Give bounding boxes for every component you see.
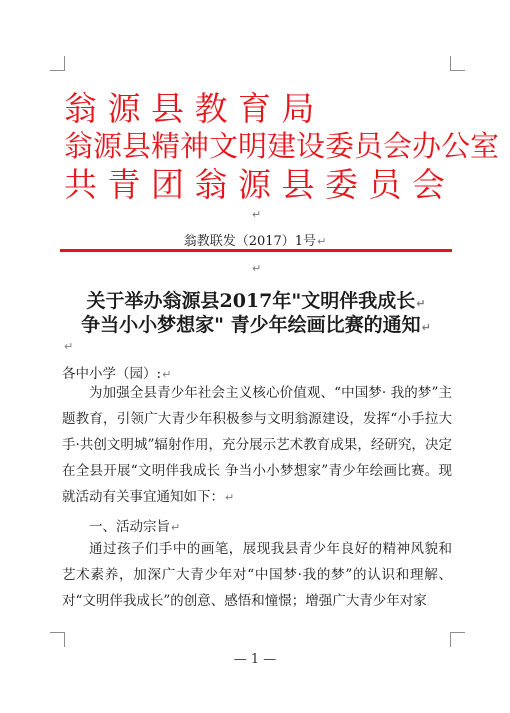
issuer-line-2: 翁源县精神文明建设委员会办公室 bbox=[64, 129, 500, 163]
return-arrow-icon: ↵ bbox=[252, 208, 262, 221]
issuer-education-bureau bbox=[64, 89, 446, 128]
notice-title-line-2: 争当小小梦想家" 青少年绘画比赛的通知↵ bbox=[81, 314, 431, 336]
return-arrow-icon: ↵ bbox=[171, 521, 181, 534]
salutation: 各中小学（园）:↵ bbox=[62, 366, 172, 382]
notice-title-line-1: 关于举办翁源县2017年"文明伴我成长↵ bbox=[86, 290, 426, 312]
crop-mark-top-left bbox=[50, 56, 65, 71]
issuer-line-3: 共 青 团 翁 源 县 委 员 会 bbox=[64, 165, 445, 204]
issuer-youth-league bbox=[64, 165, 446, 204]
red-separator-line bbox=[60, 249, 452, 252]
return-arrow-icon: ↵ bbox=[421, 321, 431, 334]
return-arrow-icon: ↵ bbox=[225, 491, 235, 504]
issuer-civilization-office bbox=[64, 129, 500, 163]
return-arrow-icon: ↵ bbox=[162, 368, 172, 381]
body-paragraph-1: 为加强全县青少年社会主义核心价值观、“中国梦· 我的梦”主题教育，引领广大青少年积极参与文明翁源建设，发挥“小手拉大手·共创文明城”辐射作用，充分展示艺术教育成果，经研究，决定在全县开展“文明伴我成长 争当小小梦想家”青少年绘画比赛。现就活动有关事宜通知如下：↵ bbox=[62, 385, 452, 505]
page-number: — 1 — bbox=[233, 652, 277, 667]
return-arrow-icon: ↵ bbox=[317, 235, 327, 248]
crop-mark-bottom-right bbox=[450, 632, 465, 647]
document-number: 翁教联发（2017）1号↵ bbox=[183, 234, 327, 249]
crop-mark-bottom-left bbox=[50, 632, 65, 647]
issuer-line-1: 翁 源 县 教 育 局 bbox=[64, 89, 315, 128]
crop-mark-top-right bbox=[450, 56, 465, 71]
body-paragraph-2: 通过孩子们手中的画笔，展现我县青少年良好的精神风貌和艺术素养，加深广大青少年对“中国梦·我的梦”的认识和理解、对“文明伴我成长”的创意、感悟和憧憬；增强广大青少年对家 bbox=[62, 541, 452, 609]
return-arrow-icon: ↵ bbox=[416, 297, 426, 310]
return-arrow-icon: ↵ bbox=[64, 340, 74, 353]
return-arrow-icon: ↵ bbox=[252, 262, 262, 275]
section-heading-1: 一、活动宗旨↵ bbox=[89, 519, 181, 535]
